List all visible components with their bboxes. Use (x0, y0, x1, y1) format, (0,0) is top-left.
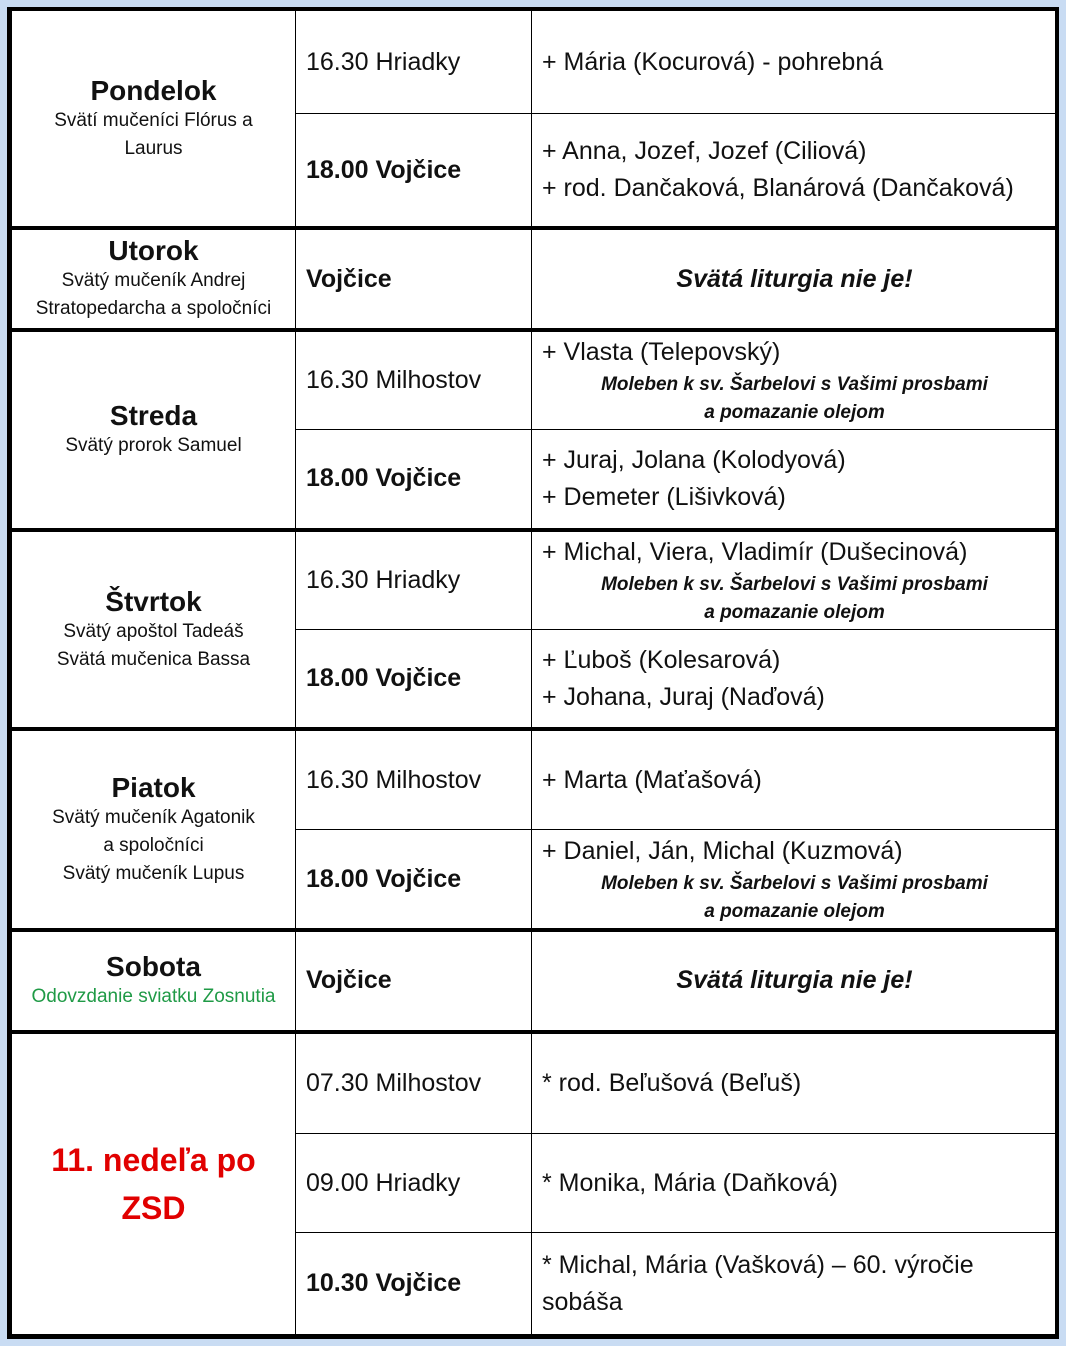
intention-cell (532, 330, 1056, 430)
day-name: Utorok (108, 235, 199, 267)
mass-time: 16.30 Hriadky (296, 11, 532, 114)
intention-line: + Mária (Kocurová) - pohrebná (542, 47, 884, 76)
intention-line: + Marta (Maťašová) (542, 765, 762, 794)
mass-time: 16.30 Milhostov (296, 729, 532, 830)
feast-line: Svätý prorok Samuel (65, 434, 242, 456)
intention-cell (532, 11, 1056, 114)
feast-line: Svätý mučeník Agatonik (52, 806, 255, 828)
mass-time: 18.00 Vojčice (296, 429, 532, 530)
intention-cell (532, 830, 1056, 931)
moleben-note: Moleben k sv. Šarbelovi s Vašimi prosbami (601, 373, 988, 395)
intention-line: * Monika, Mária (Daňková) (542, 1168, 838, 1197)
feast-line: Svätý apoštol Tadeáš (63, 620, 244, 642)
table-row (12, 729, 1056, 830)
intention-line: + rod. Dančaková, Blanárová (Dančaková) (542, 174, 1014, 203)
table-row (12, 228, 1056, 330)
feast-line: Svätá mučenica Bassa (56, 648, 251, 670)
table-row (12, 330, 1056, 430)
intention-line: * rod. Beľušová (Beľuš) (542, 1068, 802, 1097)
feast-line: Stratopedarcha a spoločníci (35, 298, 272, 320)
intention-line: + Juraj, Jolana (Kolodyová) (542, 445, 846, 474)
table-row (12, 11, 1056, 114)
moleben-note: Moleben k sv. Šarbelovi s Vašimi prosbami (601, 872, 988, 894)
intention-line: + Vlasta (Telepovský) (542, 337, 781, 366)
intention-cell (532, 1032, 1056, 1134)
feast-line: Odovzdanie sviatku Zosnutia (31, 985, 276, 1007)
intention-cell (532, 530, 1056, 630)
mass-time: 07.30 Milhostov (296, 1032, 532, 1134)
intention-cell (532, 1133, 1056, 1233)
day-cell-nedela (12, 1032, 296, 1335)
moleben-note: Moleben k sv. Šarbelovi s Vašimi prosbami (601, 574, 988, 595)
mass-time: 18.00 Vojčice (296, 830, 532, 931)
mass-time: 18.00 Vojčice (296, 114, 532, 229)
intention-cell (532, 630, 1056, 730)
schedule-sheet (7, 7, 1059, 1339)
mass-time: 09.00 Hriadky (296, 1133, 532, 1233)
feast-line: Laurus (124, 137, 183, 159)
mass-time: 10.30 Vojčice (296, 1233, 532, 1335)
no-liturgy-note: Svätá liturgia nie je! (676, 966, 913, 995)
mass-time: Vojčice (296, 228, 532, 330)
intention-line: + Daniel, Ján, Michal (Kuzmová) (542, 836, 903, 865)
no-liturgy-note: Svätá liturgia nie je! (676, 264, 913, 293)
mass-time: 18.00 Vojčice (296, 630, 532, 730)
intention-cell (532, 729, 1056, 830)
day-cell-piatok (12, 729, 296, 930)
feast-line: a spoločníci (103, 834, 204, 856)
intention-line: * Michal, Mária (Vašková) – 60. výročie sobáša (542, 1250, 974, 1316)
intention-cell (532, 114, 1056, 229)
day-cell-utorok (12, 228, 296, 330)
intention-line: + Johana, Juraj (Naďová) (542, 682, 825, 711)
intention-line: + Demeter (Lišivková) (542, 482, 786, 511)
table-row (12, 1032, 1056, 1134)
day-cell-sobota (12, 930, 296, 1032)
mass-time: 16.30 Milhostov (296, 330, 532, 430)
mass-time: Vojčice (296, 930, 532, 1032)
moleben-note: a pomazanie olejom (704, 900, 885, 922)
day-name: Piatok (111, 771, 196, 803)
table-row (12, 930, 1056, 1032)
feast-line: Svätí mučeníci Flórus a (54, 109, 253, 131)
sunday-title: ZSD (121, 1189, 186, 1226)
day-name: Sobota (106, 950, 201, 982)
mass-time: 16.30 Hriadky (296, 530, 532, 630)
intention-cell (532, 228, 1056, 330)
day-name: Štvrtok (105, 585, 202, 617)
day-cell-stvrtok (12, 530, 296, 729)
intention-line: + Ľuboš (Kolesarová) (542, 645, 781, 674)
moleben-note: a pomazanie olejom (704, 401, 885, 423)
day-cell-streda (12, 330, 296, 530)
intention-line: + Anna, Jozef, Jozef (Ciliová) (542, 137, 867, 166)
moleben-note: a pomazanie olejom (704, 602, 885, 623)
intention-cell (532, 930, 1056, 1032)
feast-line: Svätý mučeník Andrej (61, 270, 246, 292)
feast-line: Svätý mučeník Lupus (62, 862, 245, 884)
mass-schedule-table (11, 11, 1056, 1335)
intention-cell (532, 429, 1056, 530)
day-cell-pondelok (12, 11, 296, 228)
intention-cell (532, 1233, 1056, 1335)
day-name: Pondelok (90, 74, 217, 106)
table-row (12, 530, 1056, 630)
intention-line: + Michal, Viera, Vladimír (Dušecinová) (542, 538, 968, 566)
sunday-title: 11. nedeľa po (51, 1141, 256, 1178)
day-name: Streda (109, 399, 198, 431)
